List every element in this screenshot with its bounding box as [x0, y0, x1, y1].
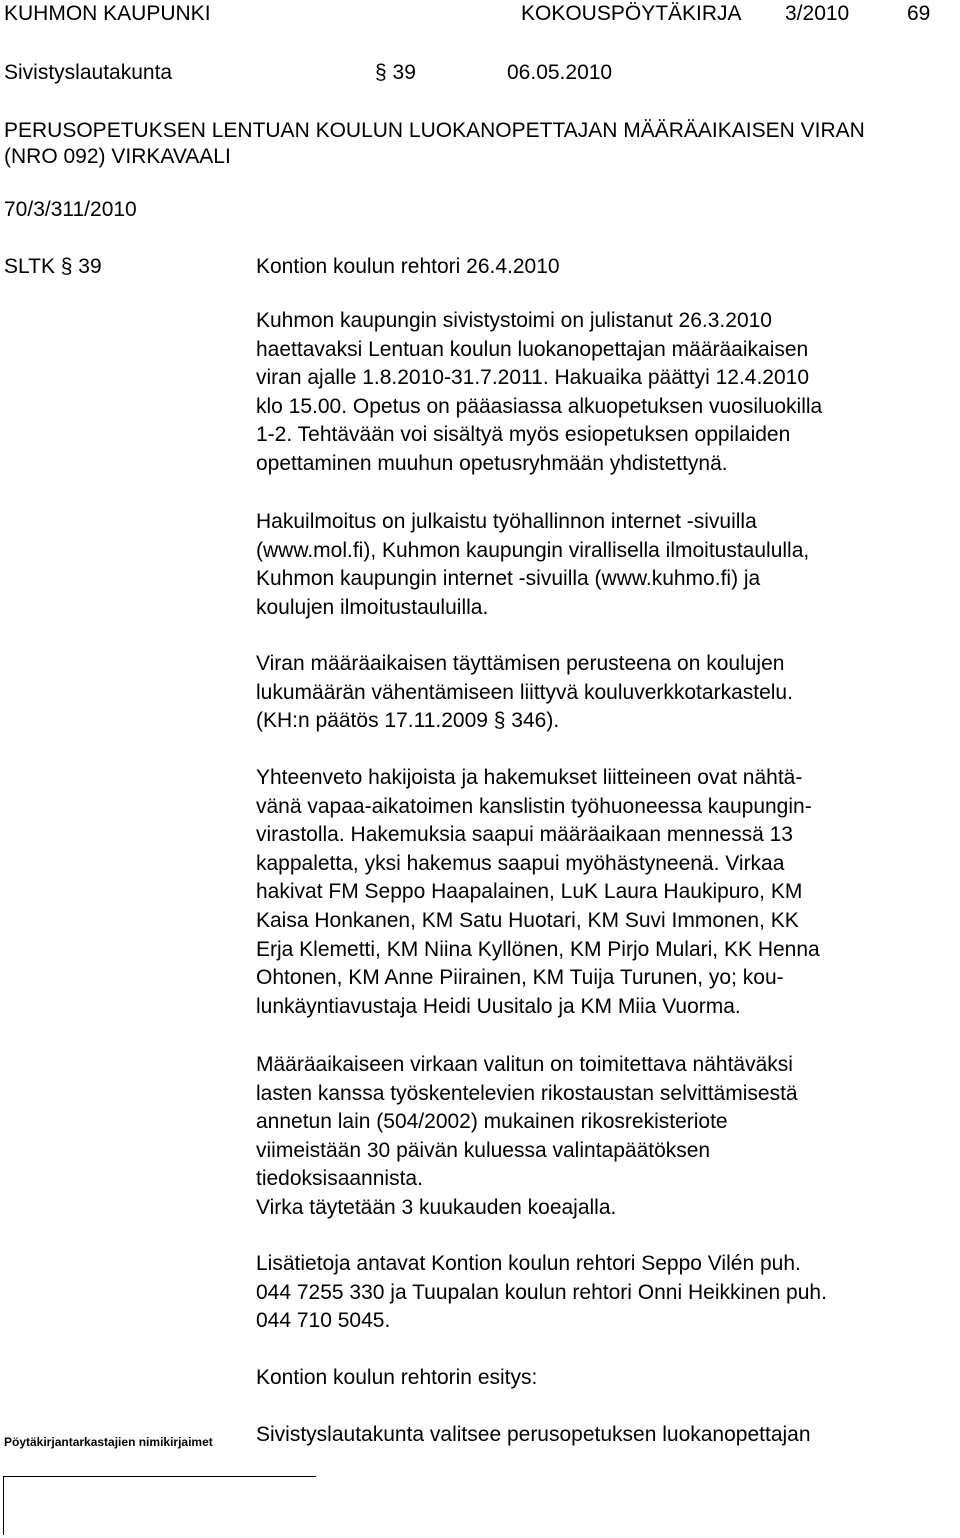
text-line: annetun lain (504/2002) mukainen rikosrekisteriote [256, 1110, 728, 1134]
text-line: Yhteenveto hakijoista ja hakemukset liitteineen ovat nähtä- [256, 766, 803, 789]
document-number: 3/2010 [785, 2, 850, 25]
text-line: Viran määräaikaisen täyttämisen perusteena on koulujen [256, 652, 785, 675]
text-line: virastolla. Hakemuksia saapui määräaikaan mennessä 13 [256, 823, 793, 847]
text-line: hakivat FM Seppo Haapalainen, LuK Laura Haukipuro, KM [256, 880, 803, 904]
text-line: viran ajalle 1.8.2010-31.7.2011. Hakuaika päättyi 12.4.2010 [256, 366, 810, 390]
paragraph-contact-info [256, 1250, 946, 1336]
paragraph-applicants [256, 764, 946, 1021]
text-line: (KH:n päätös 17.11.2009 § 346). [256, 709, 560, 733]
paragraph-decision [256, 1421, 946, 1450]
section-number: § 39 [375, 61, 416, 84]
text-line: lasten kanssa työskentelevien rikostaustan selvittämisestä [256, 1081, 798, 1105]
text-line: Määräaikaiseen virkaan valitun on toimitettava nähtäväksi [256, 1053, 793, 1076]
text-line: lunkäyntiavustaja Heidi Uusitalo ja KM Miia Vuorma. [256, 994, 741, 1018]
agenda-title-line2: (NRO 092) VIRKAVAALI [4, 145, 231, 168]
text-line: klo 15.00. Opetus on pääasiassa alkuopetuksen vuosiluokilla [256, 394, 823, 418]
record-id: 70/3/311/2010 [4, 198, 137, 221]
reference-text: Kontion koulun rehtori 26.4.2010 [256, 255, 560, 278]
agenda-title-line1: PERUSOPETUKSEN LENTUAN KOULUN LUOKANOPETTAJAN MÄÄRÄAIKAISEN VIRAN [4, 119, 865, 142]
text-line: vänä vapaa-aikatoimen kanslistin työhuoneessa kaupungin- [256, 794, 812, 818]
text-line: Erja Klemetti, KM Niina Kyllönen, KM Pirjo Mulari, KK Henna [256, 937, 820, 961]
text-line: lukumäärän vähentämiseen liittyvä kouluverkkotarkastelu. [256, 680, 793, 704]
text-line: koulujen ilmoitustauluilla. [256, 595, 489, 619]
text-line: tiedoksisaannista. [256, 1167, 423, 1191]
text-line: viimeistään 30 päivän kuluessa valintapäätöksen [256, 1138, 711, 1162]
text-line: Hakuilmoitus on julkaistu työhallinnon internet -sivuilla [256, 510, 757, 533]
text-line: Kontion koulun rehtorin esitys: [256, 1366, 538, 1389]
paragraph-publication [256, 508, 946, 622]
text-line: haettavaksi Lentuan koulun luokanopettajan määräaikaisen [256, 337, 809, 361]
text-line: kappaletta, yksi hakemus saapui myöhästyneenä. Virkaa [256, 851, 785, 875]
reference-label: SLTK § 39 [4, 255, 102, 278]
meeting-date: 06.05.2010 [507, 61, 613, 84]
text-line: Kuhmon kaupungin sivistystoimi on julistanut 26.3.2010 [256, 309, 772, 332]
document-type: KOKOUSPÖYTÄKIRJA [521, 2, 742, 25]
paragraph-proposal-heading [256, 1364, 946, 1393]
paragraph-announcement [256, 307, 946, 479]
text-line: Ohtonen, KM Anne Piirainen, KM Tuija Turunen, yo; kou- [256, 966, 784, 990]
text-line: Kuhmon kaupungin internet -sivuilla (www.kuhmo.fi) ja [256, 567, 761, 591]
signature-box [3, 1476, 316, 1535]
page-number: 69 [907, 2, 931, 25]
text-line: Lisätietoja antavat Kontion koulun rehtori Seppo Vilén puh. [256, 1252, 801, 1275]
text-line: Kaisa Honkanen, KM Satu Huotari, KM Suvi Immonen, KK [256, 908, 799, 932]
text-line: 044 7255 330 ja Tuupalan koulun rehtori Onni Heikkinen puh. [256, 1280, 827, 1304]
municipality-name: KUHMON KAUPUNKI [4, 2, 211, 25]
board-name: Sivistyslautakunta [4, 61, 173, 84]
text-line: 044 710 5045. [256, 1309, 391, 1333]
paragraph-requirements [256, 1051, 946, 1223]
text-line: (www.mol.fi), Kuhmon kaupungin virallisella ilmoitustaululla, [256, 538, 810, 562]
paragraph-justification [256, 650, 946, 736]
text-line: 1-2. Tehtävään voi sisältyä myös esiopetuksen oppilaiden [256, 423, 791, 447]
text-line: Sivistyslautakunta valitsee perusopetuksen luokanopettajan [256, 1423, 811, 1446]
signature-label: Pöytäkirjantarkastajien nimikirjaimet [4, 1435, 213, 1449]
text-line: Virka täytetään 3 kuukauden koeajalla. [256, 1195, 617, 1219]
text-line: opettaminen muuhun opetusryhmään yhdistettynä. [256, 451, 728, 475]
